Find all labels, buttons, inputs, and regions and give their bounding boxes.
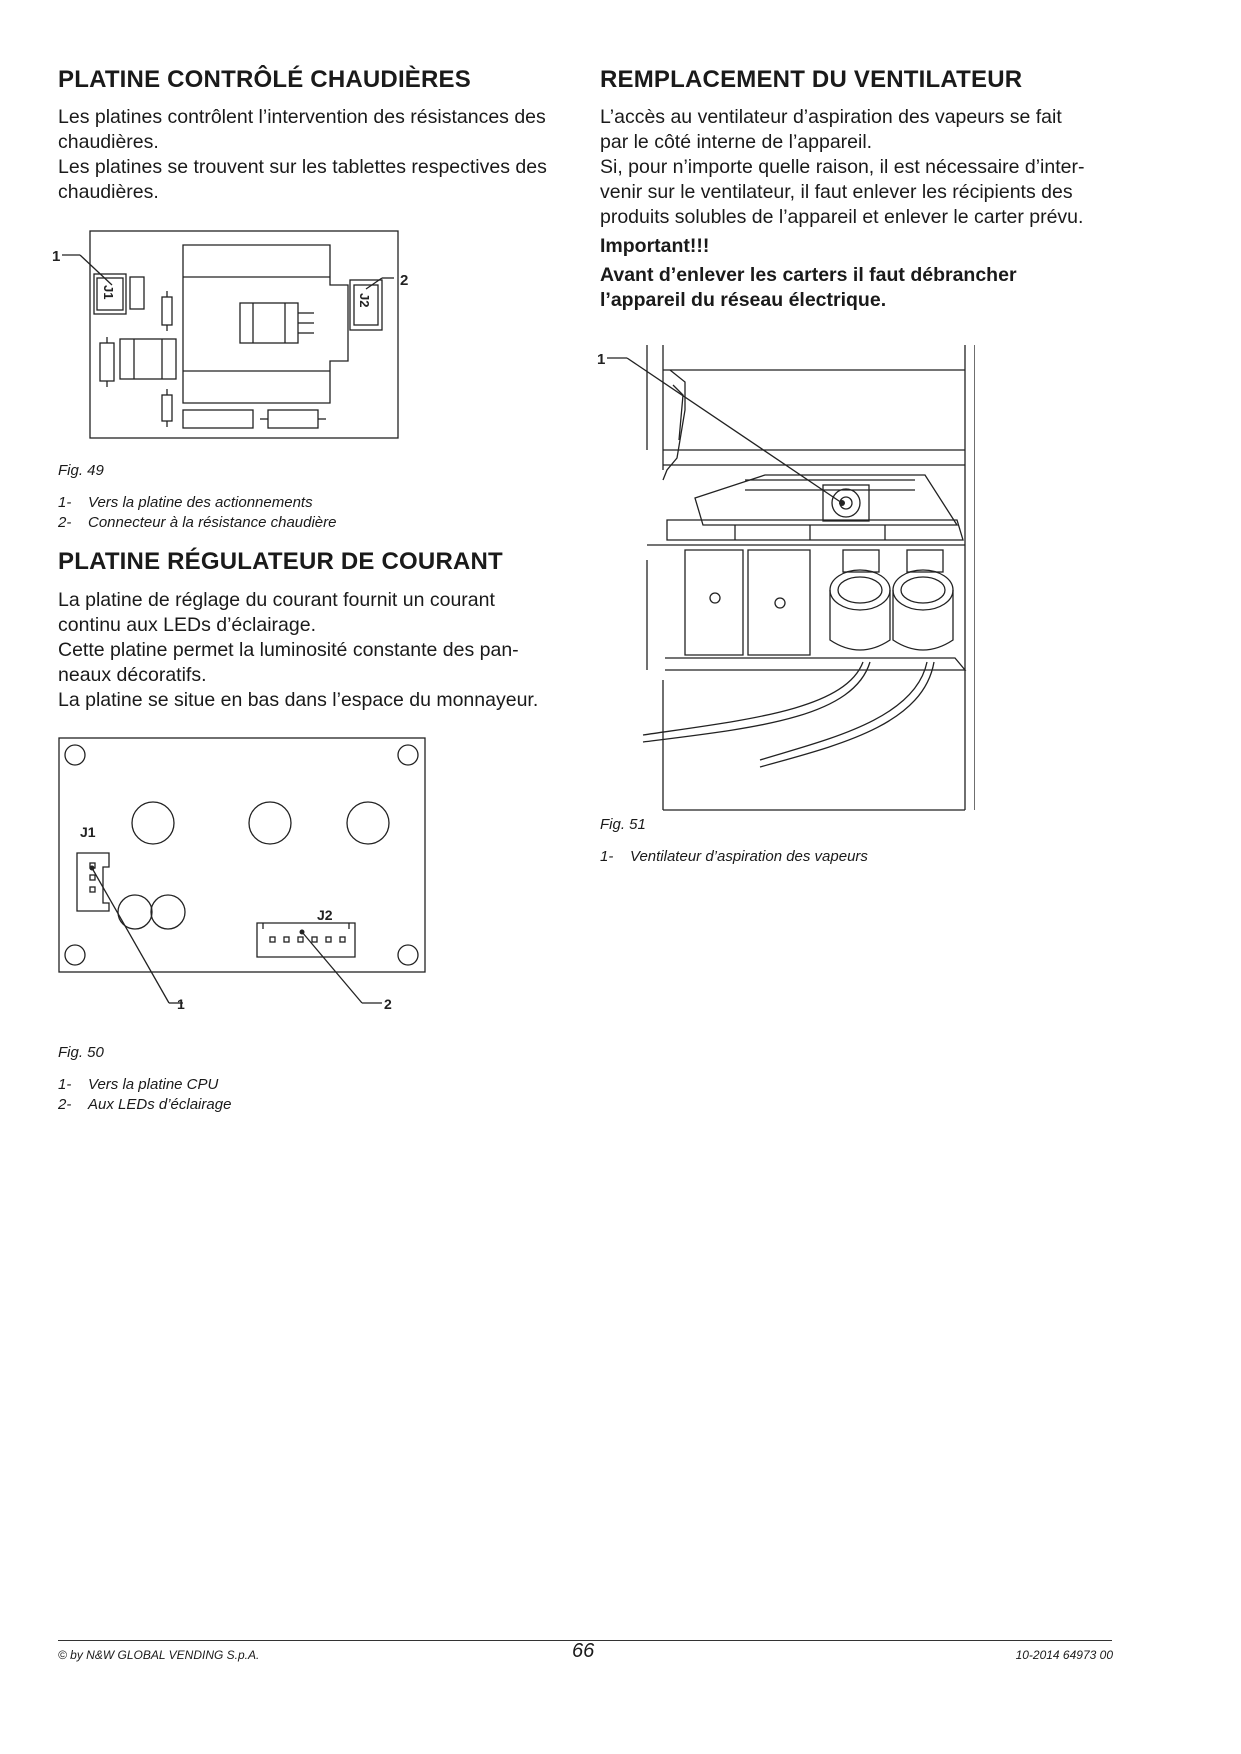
body-line: chaudières. <box>58 181 159 203</box>
body-line: La platine de réglage du courant fournit un courant <box>58 589 495 611</box>
body-line: Les platines contrôlent l’intervention des résistances des <box>58 106 546 128</box>
body-line: produits solubles de l’appareil et enlever le carter prévu. <box>600 206 1084 228</box>
body-line: neaux décoratifs. <box>58 664 207 686</box>
legend-item: 1- Vers la platine des actionnements <box>58 494 313 511</box>
fig49-j2-label: J2 <box>357 293 372 308</box>
body-line: L’accès au ventilateur d’aspiration des vapeurs se fait <box>600 106 1062 128</box>
body-line: venir sur le ventilateur, il faut enlever les récipients des <box>600 181 1073 203</box>
fig50-legend <box>58 1075 231 1115</box>
fig49-j1-label: J1 <box>101 285 116 300</box>
body-line: Cette platine permet la luminosité constante des pan- <box>58 639 519 661</box>
section-body-platine-controle <box>58 105 547 205</box>
body-line: chaudières. <box>58 131 159 153</box>
section-body-platine-regulateur <box>58 588 538 713</box>
figure-51-exhaust-fan-location <box>595 340 975 820</box>
figure-50-current-regulator-board <box>55 735 455 1015</box>
legend-item: 2- Aux LEDs d’éclairage <box>58 1096 232 1113</box>
important-label: Important!!! <box>600 235 710 257</box>
warning-line: l’appareil du réseau électrique. <box>600 289 887 311</box>
section-title-platine-controle: PLATINE CONTRÔLÉ CHAUDIÈRES <box>58 66 471 93</box>
body-line: continu aux LEDs d’éclairage. <box>58 614 316 636</box>
legend-item: 1- Ventilateur d’aspiration des vapeurs <box>600 848 868 865</box>
fig49-callout-1: 1 <box>52 248 61 265</box>
warning-line: Avant d’enlever les carters il faut débrancher <box>600 264 1017 286</box>
section-body-ventilateur <box>600 105 1084 313</box>
body-line: par le côté interne de l’appareil. <box>600 131 873 153</box>
fig49-callout-2: 2 <box>400 272 409 289</box>
fig49-caption: Fig. 49 <box>58 462 104 479</box>
fig51-callout-1: 1 <box>597 351 606 368</box>
legend-item: 2- Connecteur à la résistance chaudière <box>58 514 337 531</box>
section-title-platine-regulateur: PLATINE RÉGULATEUR DE COURANT <box>58 548 503 575</box>
fig51-caption: Fig. 51 <box>600 816 646 833</box>
body-line: La platine se situe en bas dans l’espace du monnayeur. <box>58 689 539 711</box>
body-line: Les platines se trouvent sur les tablettes respectives des <box>58 156 547 178</box>
section-title-ventilateur: REMPLACEMENT DU VENTILATEUR <box>600 66 1023 93</box>
fig50-j2-label: J2 <box>317 907 333 923</box>
legend-item: 1- Vers la platine CPU <box>58 1076 219 1093</box>
fig51-legend <box>600 847 868 867</box>
body-line: Si, pour n’importe quelle raison, il est nécessaire d’inter- <box>600 156 1085 178</box>
fig50-callout-1: 1 <box>177 996 185 1012</box>
fig49-legend <box>58 493 336 533</box>
footer-doc-code: 10-2014 64973 00 <box>1015 1648 1113 1662</box>
fig50-j1-label: J1 <box>80 824 96 840</box>
footer-copyright: © by N&W GLOBAL VENDING S.p.A. <box>58 1648 260 1662</box>
footer-page-number: 66 <box>572 1640 595 1662</box>
fig50-callout-2: 2 <box>384 996 392 1012</box>
fig50-caption: Fig. 50 <box>58 1044 104 1061</box>
figure-49-boiler-control-board <box>50 225 410 445</box>
